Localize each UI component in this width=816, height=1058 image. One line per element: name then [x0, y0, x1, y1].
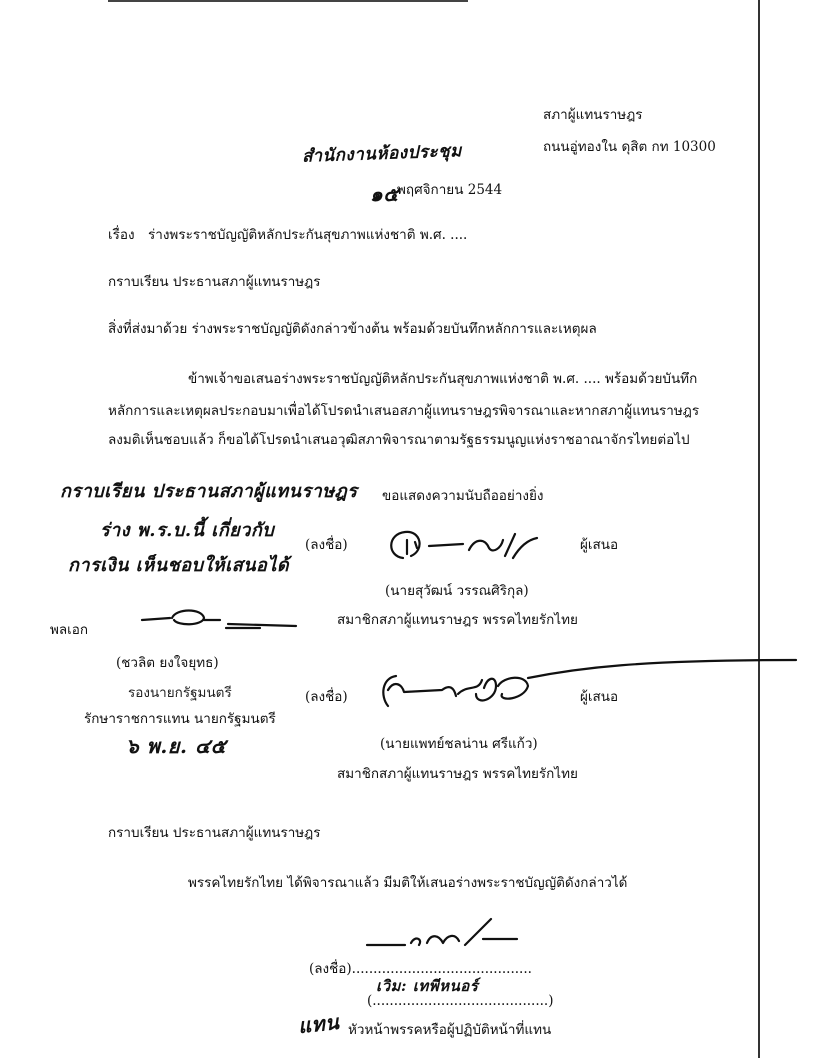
top-border-line: [108, 0, 468, 2]
party-sign-label: (ลงชื่อ)..........................................: [309, 961, 532, 977]
date-day-handwritten: ๑๕: [370, 182, 399, 206]
sign-label-2: (ลงชื่อ): [305, 689, 348, 705]
proposer-2-position: สมาชิกสภาผู้แทนราษฎร พรรคไทยรักไทย: [337, 766, 578, 782]
address-line2: ถนนอู่ทองใน ดุสิต กท 10300: [543, 139, 716, 155]
official-rank: พลเอก: [50, 622, 89, 638]
official-title-2: รักษาราชการแทน นายกรัฐมนตรี: [84, 711, 276, 727]
signature-official: [140, 606, 300, 634]
party-sign-name-dots: (.........................................): [367, 993, 554, 1009]
party-sign-prefix-handwritten: แทน: [296, 1009, 341, 1039]
date-month-year: พฤศจิกายน 2544: [397, 182, 503, 198]
salutation-2: กราบเรียน ประธานสภาผู้แทนราษฎร: [108, 825, 321, 841]
address-line1: สภาผู้แทนราษฎร: [543, 107, 643, 123]
proposer-2-name: (นายแพทย์ชลน่าน ศรีแก้ว): [380, 736, 538, 752]
right-border-line: [758, 0, 760, 1058]
party-statement: พรรคไทยรักไทย ได้พิจารณาแล้ว มีมติให้เสนอร่างพระราชบัญญัติดังกล่าวได้: [188, 875, 628, 891]
handwritten-note-line-3: การเงิน เห็นชอบให้เสนอได้: [68, 555, 290, 576]
official-title-1: รองนายกรัฐมนตรี: [128, 685, 232, 701]
salutation-1: กราบเรียน ประธานสภาผู้แทนราษฎร: [108, 274, 321, 290]
handwritten-note-line-2: ร่าง พ.ร.บ.นี้ เกี่ยวกับ: [100, 520, 275, 541]
proposer-1-name: (นายสุวัฒน์ วรรณศิริกุล): [385, 583, 529, 599]
party-sign-caption: หัวหน้าพรรคหรือผู้ปฏิบัติหน้าที่แทน: [348, 1022, 552, 1038]
body-line-3: ลงมติเห็นชอบแล้ว ก็ขอได้โปรดนำเสนอวุฒิสภาพิจารณาตามรัฐธรรมนูญแห่งราชอาณาจักรไทยต่อไป: [108, 432, 690, 448]
official-handwritten-date: ๖ พ.ย. ๔๕: [126, 734, 227, 758]
proposer-label-1: ผู้เสนอ: [580, 537, 619, 553]
body-line-1: ข้าพเจ้าขอเสนอร่างพระราชบัญญัติหลักประกันสุขภาพแห่งชาติ พ.ศ. .... พร้อมด้วยบันทึก: [188, 371, 698, 387]
enclosure: สิ่งที่ส่งมาด้วย ร่างพระราชบัญญัติดังกล่าวข้างต้น พร้อมด้วยบันทึกหลักการและเหตุผล: [108, 321, 597, 337]
proposer-label-2: ผู้เสนอ: [580, 689, 619, 705]
closing: ขอแสดงความนับถืออย่างยิ่ง: [382, 488, 544, 504]
official-name: (ชวลิต ยงใจยุทธ): [116, 655, 219, 671]
subject-label: เรื่อง: [108, 227, 135, 243]
handwritten-place: สำนักงานห้องประชุม: [301, 141, 463, 167]
handwritten-note-line-1: กราบเรียน ประธานสภาผู้แทนราษฎร: [60, 481, 358, 502]
signature-party-head: [365, 915, 525, 951]
body-line-2: หลักการและเหตุผลประกอบมาเพื่อได้โปรดนำเสนอสภาผู้แทนราษฎรพิจารณาและหากสภาผู้แทนราษฎร: [108, 403, 700, 419]
sign-label-1: (ลงชื่อ): [305, 537, 348, 553]
proposer-1-position: สมาชิกสภาผู้แทนราษฎร พรรคไทยรักไทย: [337, 612, 578, 628]
party-sign-handwritten-name: เวิม: เทพีหนอร์: [376, 977, 479, 995]
signature-proposer-1: [385, 528, 545, 568]
subject-text: ร่างพระราชบัญญัติหลักประกันสุขภาพแห่งชาติ พ.ศ. ....: [148, 227, 468, 243]
